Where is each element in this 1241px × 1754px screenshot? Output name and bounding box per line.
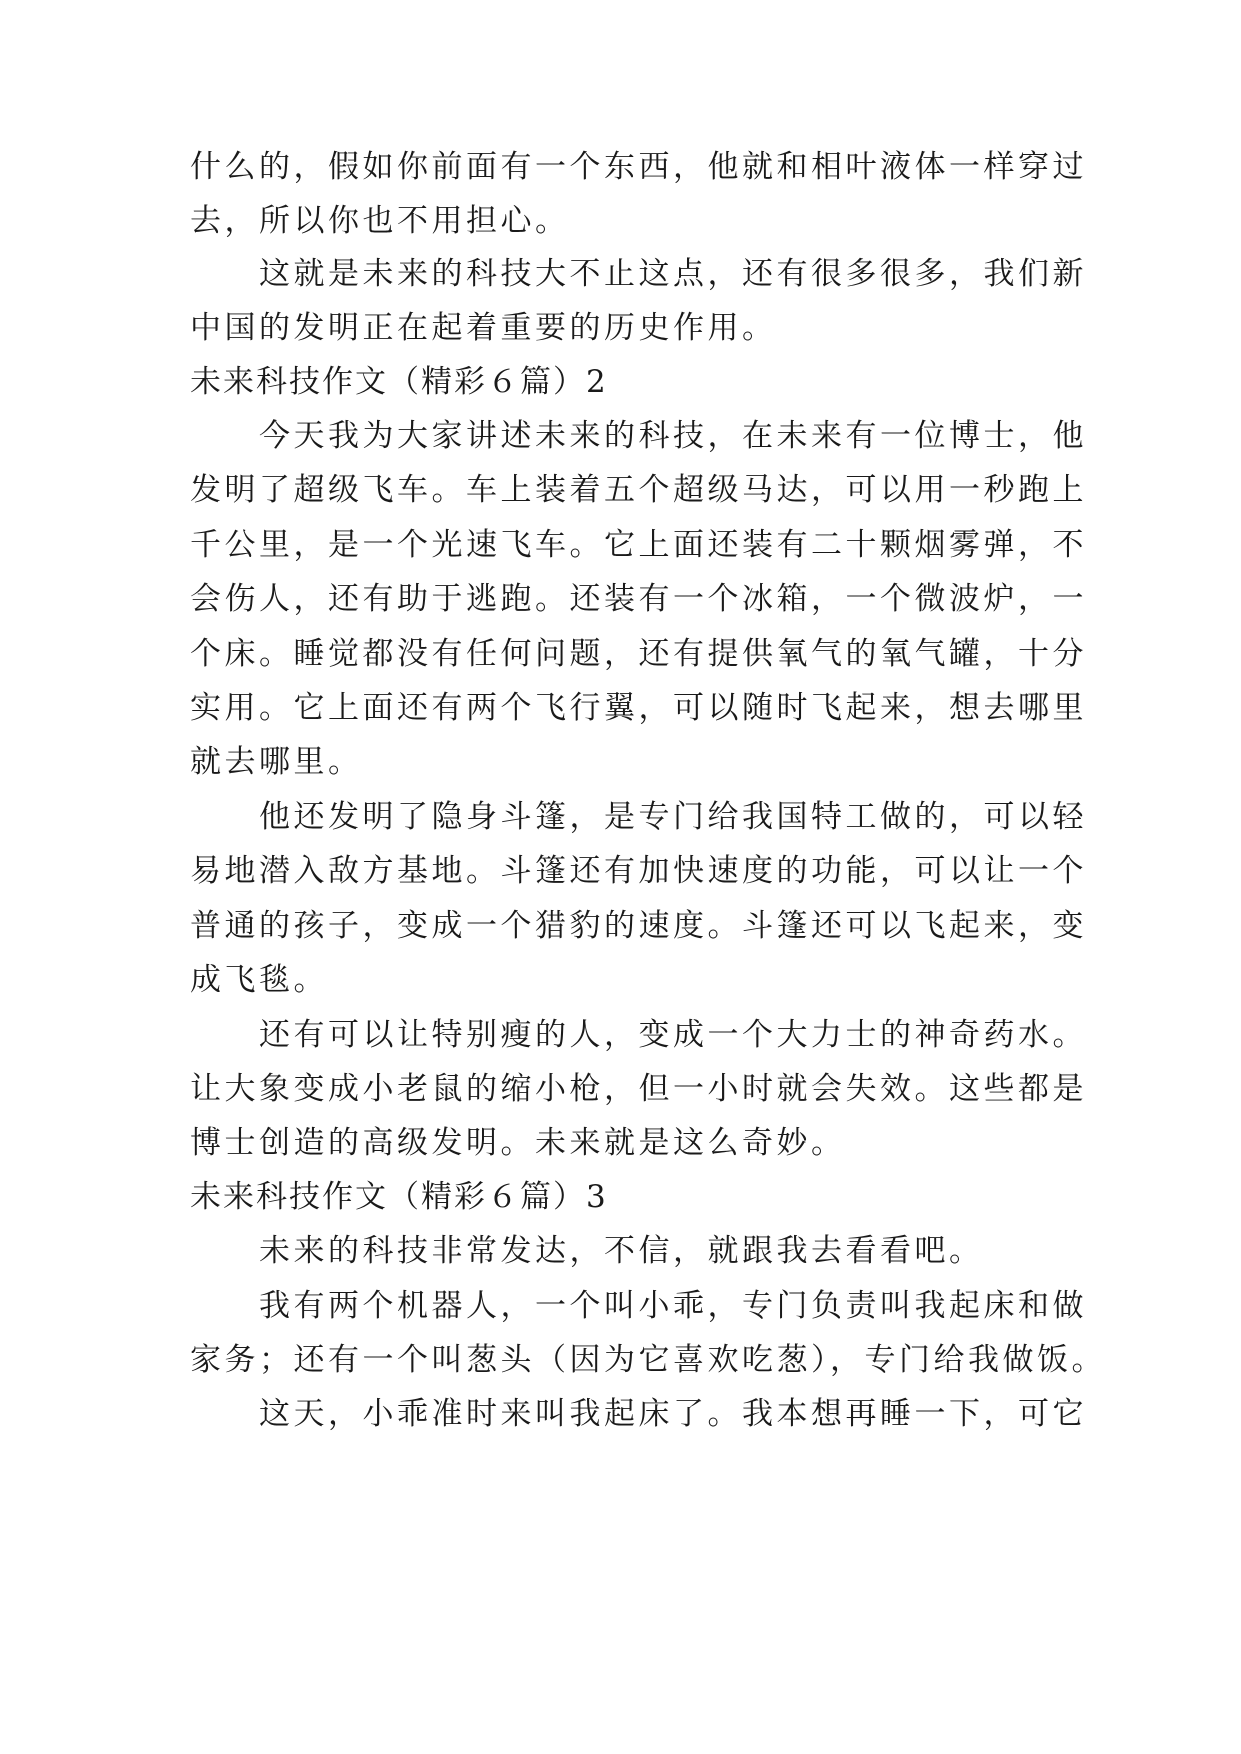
text-line: 去，所以你也不用担心。 [190, 203, 570, 239]
section-heading: 未来科技作文（精彩６篇）2 [190, 364, 608, 400]
text-line: 实用。它上面还有两个飞行翼，可以随时飞起来，想去哪里 [190, 690, 1087, 726]
text-line: 会伤人，还有助于逃跑。还装有一个冰箱，一个微波炉，一 [190, 581, 1087, 617]
text-line: 易地潜入敌方基地。斗篷还有加快速度的功能，可以让一个 [190, 853, 1087, 889]
section-heading: 未来科技作文（精彩６篇）3 [190, 1179, 608, 1215]
text-line: 个床。睡觉都没有任何问题，还有提供氧气的氧气罐，十分 [190, 636, 1087, 672]
text-line: 今天我为大家讲述未来的科技，在未来有一位博士，他 [190, 418, 1087, 454]
text-line: 还有可以让特别瘦的人，变成一个大力士的神奇药水。 [190, 1017, 1087, 1053]
text-line: 这就是未来的科技大不止这点，还有很多很多，我们新 [190, 256, 1087, 292]
text-line: 普通的孩子，变成一个猎豹的速度。斗篷还可以飞起来，变 [190, 908, 1087, 944]
text-line: 他还发明了隐身斗篷，是专门给我国特工做的，可以轻 [190, 799, 1087, 835]
text-line: 博士创造的高级发明。未来就是这么奇妙。 [190, 1125, 846, 1161]
text-line: 未来的科技非常发达，不信，就跟我去看看吧。 [190, 1233, 984, 1269]
text-line: 什么的，假如你前面有一个东西，他就和相叶液体一样穿过 [190, 149, 1087, 185]
text-line: 这天，小乖准时来叫我起床了。我本想再睡一下，可它 [190, 1396, 1087, 1432]
text-line: 成飞毯。 [190, 962, 328, 998]
text-line: 我有两个机器人，一个叫小乖，专门负责叫我起床和做 [190, 1288, 1087, 1324]
text-line: 千公里，是一个光速飞车。它上面还装有二十颗烟雾弹，不 [190, 527, 1087, 563]
text-line: 就去哪里。 [190, 744, 363, 780]
text-line: 发明了超级飞车。车上装着五个超级马达，可以用一秒跑上 [190, 472, 1087, 508]
text-line: 中国的发明正在起着重要的历史作用。 [190, 310, 777, 346]
text-line: 让大象变成小老鼠的缩小枪，但一小时就会失效。这些都是 [190, 1071, 1087, 1107]
text-line: 家务；还有一个叫葱头（因为它喜欢吃葱），专门给我做饭。 [190, 1342, 1106, 1378]
